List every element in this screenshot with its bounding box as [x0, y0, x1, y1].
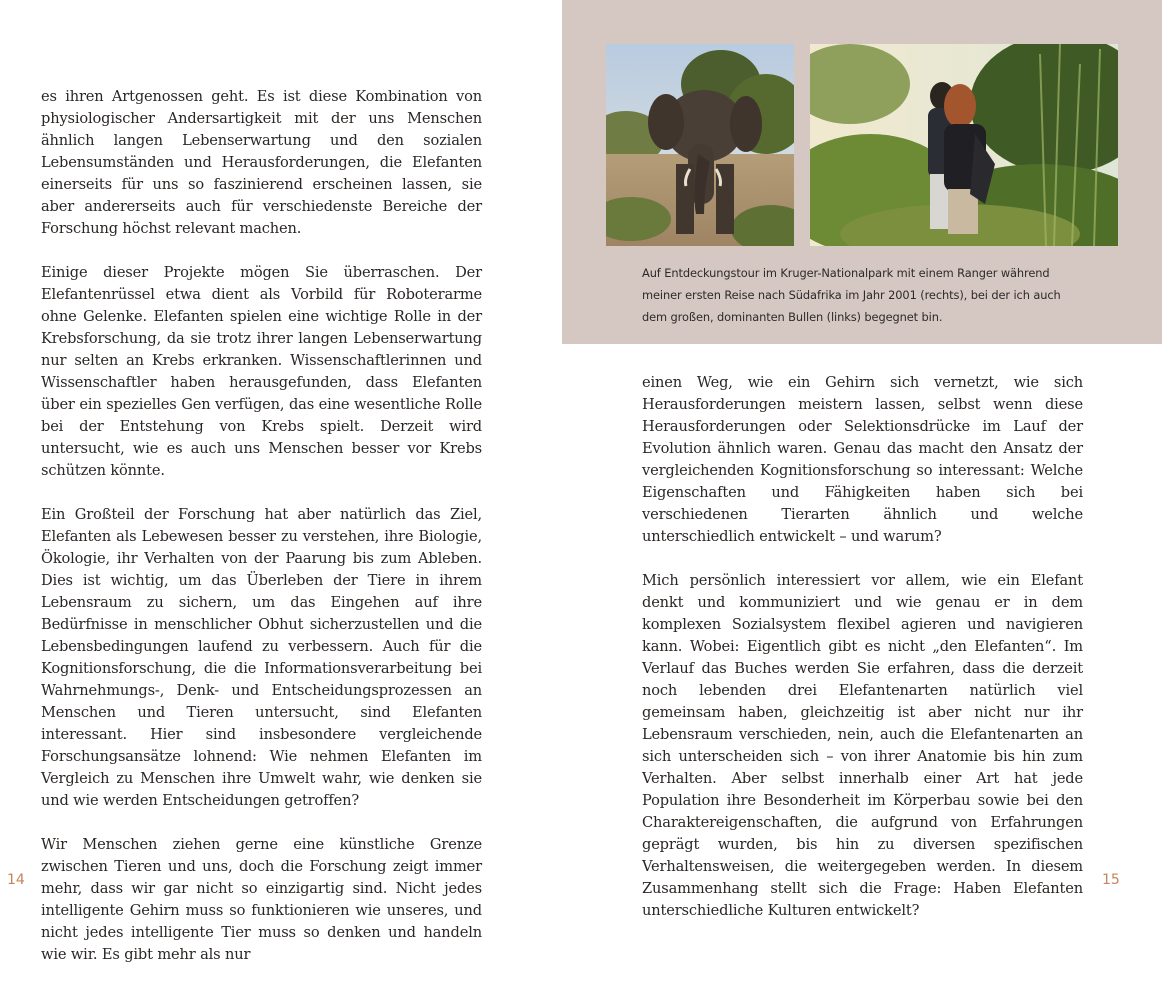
ranger-photo [810, 44, 1118, 246]
left-body-text [41, 86, 482, 988]
photo-panel [562, 0, 1162, 344]
paragraph: Einige dieser Projekte mögen Sie überraschen. Der Elefantenrüssel etwa dient als Vorbild für Roboterarme ohne Gelenke. Elefanten spielen eine wichtige Rolle in der Krebsforschung, da sie trotz ihrer langen Lebenserwartung nur selten an Krebs erkranken. Wissenschaftlerinnen und Wissenschaftler haben herausgefunden, dass Elefanten über ein spezielles Gen verfügen, das eine wesentliche Rolle bei der Entstehung von Krebs spielt. Derzeit wird untersucht, wie es auch uns Menschen besser vor Krebs schützen könnte. [41, 264, 482, 479]
left-page [0, 0, 581, 963]
page-number-right: 15 [1102, 872, 1120, 888]
paragraph: einen Weg, wie ein Gehirn sich vernetzt, wie sich Herausforderungen meistern lassen, selbst wenn diese Herausforderungen oder Selektionsdrücke im Lauf der Evolution ähnlich waren. Genau das macht den Ansatz der vergleichenden Kognitionsforschung so interessant: Welche Eigenschaften und Fähigkeiten haben sich bei verschiedenen Tierarten ähnlich und welche unterschiedlich entwickelt – und warum? [642, 374, 1083, 545]
elephant-photo [606, 44, 794, 246]
paragraph: Mich persönlich interessiert vor allem, wie ein Elefant denkt und kommuniziert und wie genau er in dem komplexen Sozialsystem flexibel agieren und navigieren kann. Wobei: Eigentlich gibt es nicht „den Elefanten“. Im Verlauf das Buches werden Sie erfahren, dass die derzeit noch lebenden drei Elefantenarten natürlich viel gemeinsam haben, gleichzeitig ist aber nicht nur ihr Lebensraum verschieden, nein, auch die Elefantenarten an sich unterscheiden sich – von ihrer Anatomie bis hin zum Verhalten. Aber selbst innerhalb einer Art hat jede Population ihre Besonderheit im Körperbau sowie bei den Charaktereigenschaften, die aufgrund von Erfahrungen geprägt wurden, bis hin zu diversen spezifischen Verhaltensweisen, die weitergegeben werden. In diesem Zusammenhang stellt sich die Frage: Haben Elefanten unterschiedliche Kulturen entwickelt? [642, 572, 1083, 919]
right-body-text [642, 372, 1083, 944]
page-number-left: 14 [7, 872, 25, 888]
paragraph: Wir Menschen ziehen gerne eine künstliche Grenze zwischen Tieren und uns, doch die Forschung zeigt immer mehr, dass wir gar nicht so einzigartig sind. Nicht jedes intelligente Gehirn muss so funktionieren wie unseres, und nicht jedes intelligente Tier muss so denken und handeln wie wir. Es gibt mehr als nur [41, 836, 482, 963]
paragraph: Ein Großteil der Forschung hat aber natürlich das Ziel, Elefanten als Lebewesen besser zu verstehen, ihre Biologie, Ökologie, ihr Verhalten von der Paarung bis zum Ableben. Dies ist wichtig, um das Überleben der Tiere in ihrem Lebensraum zu sichern, um das Eingehen auf ihre Bedürfnisse in menschlicher Obhut sicherzustellen und die Lebensbedingungen laufend zu verbessern. Auch für die Kognitionsforschung, die die Informationsverarbeitung bei Wahrnehmungs-, Denk- und Entscheidungsprozessen an Menschen und Tieren untersucht, sind Elefanten interessant. Hier sind insbesondere vergleichende Forschungsansätze lohnend: Wie nehmen Elefanten im Vergleich zu Menschen ihre Umwelt wahr, wie denken sie und wie werden Entscheidungen getroffen? [41, 506, 482, 809]
caption-line: meiner ersten Reise nach Südafrika im Jahr 2001 (rechts), bei der ich auch [642, 288, 1061, 302]
caption-line: dem großen, dominanten Bullen (links) begegnet bin. [642, 310, 943, 324]
paragraph: es ihren Artgenossen geht. Es ist diese Kombination von physiologischer Andersartigkeit mit der uns Menschen ähnlich langen Lebenserwartung und den sozialen Lebensumständen und Herausforderungen, die Elefanten einerseits für uns so faszinierend erscheinen lassen, sie aber andererseits auch für verschiedenste Bereiche der Forschung höchst relevant machen. [41, 88, 482, 237]
photo-caption [642, 262, 1082, 328]
right-page [562, 0, 1162, 919]
caption-line: Auf Entdeckungstour im Kruger-Nationalpark mit einem Ranger während [642, 266, 1050, 280]
